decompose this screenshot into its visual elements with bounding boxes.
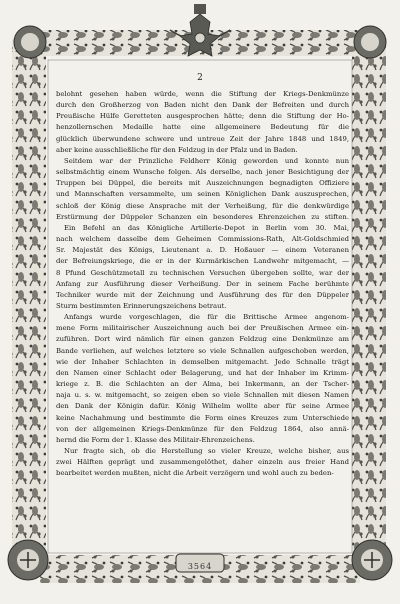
text-line: henzollernschen Medaille hatte eine allgemeinere Bedeutung für die: [56, 123, 349, 132]
text-line: Bande verliehen, auf welches letztere so viele Schnallen aufgeschoben werden,: [56, 346, 349, 355]
text-line: Sturm bestimmten Erinnerungszeichens betraut.: [56, 301, 227, 310]
text-line: selbstmächtig einem Wunsche folgen. Als derselbe, nach jener Besichtigung der: [56, 168, 349, 177]
text-line: glücklich überwundene schwere und untreue Zeit der Jahre 1848 und 1849,: [56, 134, 349, 143]
text-line: den Dank der Königin dafür. König Wilhelm wollte aber für seine Armee: [56, 402, 349, 411]
text-line: Anfangs wurde vorgeschlagen, die für die Brittische Armee angenom-: [64, 313, 349, 322]
text-line: zuführen. Dort wird nämlich für einen ganzen Feldzug eine Denkmünze am: [56, 335, 349, 344]
page-number: 2: [197, 73, 203, 83]
text-line: mene Form militairischer Auszeichnung auch bei der Preußischen Armee ein-: [56, 324, 349, 333]
text-line: schloß der König diese Ansprache mit der Verheißung, für die denkwürdige: [56, 201, 349, 210]
text-line: Sr. Majestät des Königs, Lieutenant a. D. Hoßauer — einem Veteranen: [56, 246, 349, 255]
text-line: Erstürmung der Düppeler Schanzen ein besonderes Ehrenzeichen zu stiften.: [56, 212, 349, 221]
text-line: Seitdem war der Prinzliche Feldherr König geworden und konnte nun: [64, 156, 349, 165]
text-line: zwei Hälften geprägt und zusammengelöthet, daher einzeln aus freier Hand: [56, 458, 349, 467]
text-line: bearbeitet werden mußten, nicht die Arbeit verzögern und wohl auch zu beden-: [56, 469, 334, 478]
text-line: nach welchem dasselbe dem Geheimen Commissions-Rath, Alt-Goldschmied: [56, 235, 349, 244]
text-line: Preußische Hülfe Geretteten ausgesprochen hätte; denn die Stiftung der Ho-: [56, 112, 349, 121]
text-line: Techniker wurde mit der Zeichnung und Ausführung des für den Düppeler: [56, 290, 349, 299]
folio-number: 3564: [187, 562, 213, 571]
text-line: und Mannschaften versammelte, um seinen Königlichen Dank auszusprechen,: [56, 190, 349, 199]
left-foliage-border: [12, 40, 46, 560]
text-line: von der allgemeinen Kriegs-Denkmünze für den Feldzug 1864, also annä-: [56, 424, 349, 433]
text-line: den Namen einer Schlacht oder Belagerung, und hat der Inhaber im Krimm-: [56, 368, 349, 377]
body-text: [56, 89, 349, 559]
text-line: durch den Großherzog von Baden nicht den Dank der Befreiten und durch: [56, 101, 349, 110]
text-line: kriege z. B. die Schlachten an der Alma, bei Inkermann, an der Tscher-: [56, 380, 349, 389]
text-line: Truppen bei Düppel, die bereits mit Auszeichnungen begnadigten Offiziere: [56, 179, 349, 188]
right-foliage-border: [352, 40, 386, 560]
text-line: Nur fragte sich, ob die Herstellung so vieler Kreuze, welche bisher, aus: [64, 447, 349, 455]
text-line: naja u. s. w. mitgemacht, so zeigen eben so viele Schnallen mit diesen Namen: [56, 391, 349, 400]
text-line: 8 Pfund Geschützmetall zu technischen Versuchen übergeben sollte, war der: [56, 268, 349, 277]
text-line: wie der Inhaber Schlachten in demselben mitgemacht. Jede Schnalle trägt: [56, 357, 349, 366]
text-line: hernd die Form der 1. Klasse des Militair-Ehrenzeichens.: [56, 435, 255, 444]
text-line: Ein Befehl an das Königliche Artillerie-Depot in Berlin vom 30. Mai,: [64, 223, 349, 232]
text-line: der Befreiungskriege, die er in der Kurmärkischen Landwehr mitgemacht, —: [56, 257, 349, 266]
text-line: keine Nachahmung und bestimmte die Form eines Kreuzes zum Unterschiede: [56, 413, 349, 422]
text-line: Anfang zur Ausführung dieser Verheißung. Der in seinem Fache berühmte: [56, 279, 349, 288]
text-line: belohnt gesehen haben würde, wenn die Stiftung der Kriegs-Denkmünze: [56, 90, 349, 98]
text-line: aber keine ausschließliche für den Feldzug in der Pfalz und in Baden.: [56, 145, 298, 154]
